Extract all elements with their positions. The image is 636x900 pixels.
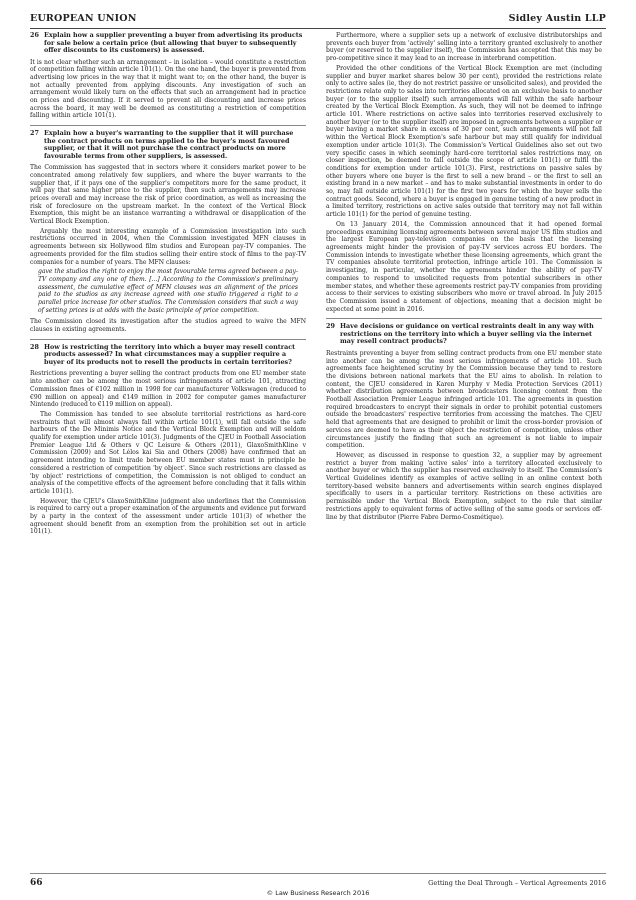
paragraph: The Commission has suggested that in sectors where it considers market power to be concentrated among relatively few suppliers, and where the buyer warrants to the supplier that, if it pays one of the supplier's competitors more for the same product, it will pay that same higher price to the supplier, then such arrangements may increase prices overall and may increase the risk of price coordination, as well as increasing the risk of foreclosure on the upstream market. In the context of the Vertical Block Exemption, this might be an instance warranting a withdrawal or disapplication of the Vertical Block Exemption. — [30, 164, 306, 226]
question-29-heading — [326, 318, 602, 346]
paragraph: Restraints preventing a buyer from selling contract products from one EU member state into another can be among the most serious infringements of article 101. Such agreements face heightened scrutiny by the Commission because they tend to restore the divisions between national markets that the EU aims to abolish. In relation to content, the CJEU considered in Karen Murphy v Media Protection Services (2011) whether distribution agreements between broadcasters licensing content from the Football Association Premier League infringed article 101. The agreements in question required broadcasters to encrypt their signals in order to prohibit potential customers outside the broadcasters' respective territories from accessing the matches. The CJEU held that agreements that are designed to prohibit or limit the cross-border provision of services are deemed to have as their object the restriction of competition, unless other circumstances justify the finding that such an agreement is not liable to impair competition. — [326, 349, 602, 450]
left-column — [30, 32, 306, 538]
block-quote: gave the studios the right to enjoy the most favourable terms agreed between a pay-TV company and any one of them. [...] According to the Commission's preliminary assessment, the cumulative effect of MFN clauses was an alignment of the prices paid to the studios as any increase agreed with one studio triggered a right to a parallel price increase for other studios. The Commission considers that such a way of setting prices is at odds with the basic principle of price competition. — [38, 268, 298, 314]
question-number: 27 — [30, 129, 39, 138]
page-number: 66 — [30, 878, 43, 888]
paragraph: However, as discussed in response to question 32, a supplier may by agreement restrict a buyer from making 'active sales' into a territory allocated exclusively to another buyer or which the supplier has reserved exclusively to itself. The Commission's Vertical Guidelines identify as examples of active selling in an online context both territory-based website banners and advertisements within search engines displayed specifically to users in a particular territory. Restrictions on these activities are permissible under the Vertical Block Exemption, subject to the rule that similar restrictions apply to equivalent forms of active selling of the same goods or services off-line by that distributor (Pierre Fabre Dermo-Cosmétique). — [326, 451, 602, 521]
question-27-heading — [30, 125, 306, 160]
question-28-heading — [30, 339, 306, 367]
question-number: 28 — [30, 342, 39, 351]
question-title: How is restricting the territory into which a buyer may resell contract products assessed? In what circumstances may a supplier require a buyer of its products not to resell the products in certain territories? — [44, 342, 296, 366]
question-number: 29 — [326, 322, 335, 331]
header-section-title: EUROPEAN UNION — [30, 13, 137, 24]
running-header — [30, 12, 606, 29]
paragraph: It is not clear whether such an arrangement – in isolation – would constitute a restriction of competition falling within article 101(1). On the one hand, the buyer is prevented from advertising low prices in the way that it might want to; on the other hand, the buyer is not actually prevented from applying discounts. Any investigation of such an arrangement would likely turn on the effects that such an arrangement had in practice on prices and discounting. If it served to prevent all discounting and increase prices across the board, it may well be deemed as constituting a restriction of competition falling within article 101(1). — [30, 58, 306, 120]
paragraph: However, the CJEU's GlaxoSmithKline judgment also underlines that the Commission is required to carry out a proper examination of the arguments and evidence put forward by a party in the context of the assessment under article 101(3) of whether the agreement should benefit from an exemption from the prohibition set out in article 101(1). — [30, 497, 306, 536]
page-footer — [30, 873, 606, 886]
question-26-heading — [30, 32, 306, 55]
paragraph: Restrictions preventing a buyer selling the contract products from one EU member state into another can be among the most serious infringements of article 101, attracting Commission fines of €102 million in 1998 for car manufacturer Volkswagen (reduced to €90 million on appeal) and €149 million in 2002 for computer games manufacturer Nintendo (reduced to €119 million on appeal). — [30, 370, 306, 409]
header-firm-name: Sidley Austin LLP — [508, 13, 606, 24]
question-title: Explain how a buyer's warranting to the supplier that it will purchase the contract products on terms applied to the buyer's most favoured supplier, or that it will not purchase the contract products on more favourable terms from other suppliers, is assessed. — [44, 129, 294, 160]
paragraph: Furthermore, where a supplier sets up a network of exclusive distributorships and prevents each buyer from 'actively' selling into a territory granted exclusively to another buyer (or reserved to the supplier itself), the Commission has accepted that this may be pro-competitive since it may lead to an increase in interbrand competition. — [326, 32, 602, 63]
question-title: Explain how a supplier preventing a buyer from advertising its products for sale below a certain price (but allowing that buyer to subsequently offer discounts to its customers) is assessed. — [44, 31, 303, 54]
paragraph: The Commission closed its investigation after the studios agreed to waive the MFN clauses in existing agreements. — [30, 318, 306, 334]
publication-title: Getting the Deal Through – Vertical Agreements 2016 — [428, 879, 606, 887]
right-column — [326, 32, 602, 523]
copyright-notice: © Law Business Research 2016 — [266, 889, 370, 897]
paragraph: Arguably the most interesting example of a Commission investigation into such restrictions occurred in 2004, when the Commission investigated MFN clauses in agreements between six Hollywood film studios and European pay-TV companies. The agreements provided for the film studios selling their entire stock of films to the pay-TV companies for a number of years. The MFN clauses: — [30, 227, 306, 266]
paragraph: Provided the other conditions of the Vertical Block Exemption are met (including supplier and buyer market shares below 30 per cent), provided the restrictions relate only to active sales (ie, they do not restrict passive or unsolicited sales), and provided the restrictions relate only to sales into territories allocated on an exclusive basis to another buyer (or to the supplier itself) such arrangements will fall within the safe harbour created by the Vertical Block Exemption. As such, they will not be deemed to infringe article 101. Where restrictions on active sales into territories reserved exclusively to another buyer (or to the supplier itself) are imposed in agreements between a supplier or buyer having a market share in excess of 30 per cent, such arrangements will not fall within the Vertical Block Exemption's safe harbour but may still qualify for individual exemption under article 101(3). The Commission's Vertical Guidelines also set out two very specific cases in which seemingly hard-core territorial sales restrictions may, on closer inspection, be deemed to fall outside the scope of article 101(1) or fulfil the conditions for exemption under article 101(3). First, restrictions on passive sales by other buyers where one buyer is the first to sell a new brand – or the first to sell an existing brand in a new market – and has to make substantial investments in order to do so, may fall outside article 101(1) for the first two years for which the buyer sells the contract goods. Second, where a buyer is engaged in genuine testing of a new product in a limited territory, restrictions on active sales outside that territory may not fall within article 101(1) for the period of genuine testing. — [326, 64, 602, 219]
paragraph: On 13 January 2014, the Commission announced that it had opened formal proceedings examining licensing agreements between several major US film studios and the largest European pay-television companies on the basis that the licensing agreements might hinder the provision of pay-TV services across EU borders. The Commission intends to investigate whether these licensing agreements, which grant the TV companies absolute territorial protection, infringe article 101. The Commission is investigating, in particular, whether the agreements hinder the ability of pay-TV companies to respond to unsolicited requests from potential subscribers in other member states, and whether these agreements restrict pay-TV companies from providing access to their services to existing subscribers who move or travel abroad. In July 2015 the Commission issued a statement of objections, meaning that a decision might be expected at some point in 2016. — [326, 220, 602, 313]
question-number: 26 — [30, 31, 39, 39]
question-title: Have decisions or guidance on vertical restraints dealt in any way with restrictions on the territory into which a buyer selling via the internet may resell contract products? — [340, 322, 594, 346]
paragraph: The Commission has tended to see absolute territorial restrictions as hard-core restraints that will almost always fall within article 101(1), will fall outside the safe harbours of the De Minimis Notice and the Vertical Block Exemption and will seldom qualify for exemption under article 101(3). Judgments of the CJEU in Football Association Premier League Ltd & Others v QC Leisure & Others (2011), GlaxoSmithKline v Commission (2009) and Sot Lélos kai Sia and Others (2008) have confirmed that an agreement intending to limit trade between EU member states must in principle be considered a restriction of competition 'by object'. Since such restrictions are classed as 'by object' restrictions of competition, the Commission is not obliged to conduct an analysis of the competitive effects of the agreement before concluding that it falls within article 101(1). — [30, 410, 306, 495]
